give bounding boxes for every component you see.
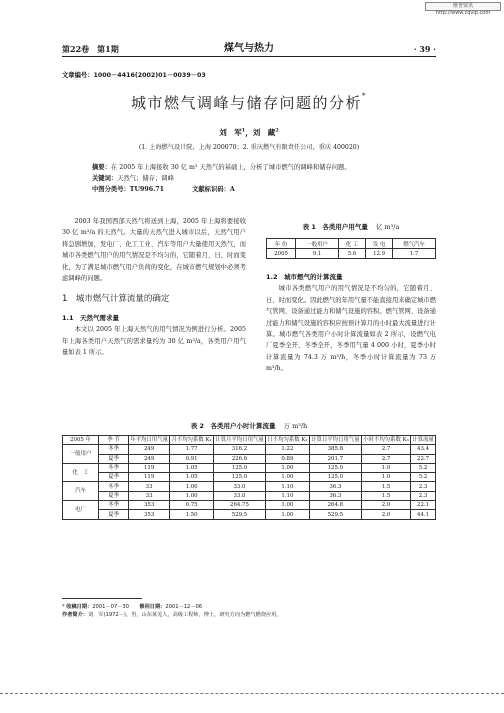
- table-cell: 529.5: [309, 510, 361, 519]
- author-1-affil: 1: [241, 127, 246, 134]
- author-separator: ，: [245, 128, 253, 137]
- revised-label: 修回日期：: [139, 604, 166, 610]
- table-cell: 385.8: [309, 445, 361, 454]
- table-header-cell: 日不均匀系数 K₂: [266, 436, 310, 445]
- table-cell: 119: [129, 463, 170, 472]
- table-cell: 2.0: [361, 501, 410, 510]
- table-cell: 201.7: [309, 454, 361, 463]
- table-header-cell: 发 电: [366, 239, 393, 249]
- table-cell: 9.1: [296, 249, 339, 259]
- table-cell: 529.5: [213, 510, 265, 519]
- table-cell: 125.0: [213, 463, 265, 472]
- running-head: [62, 43, 436, 55]
- volume-issue: 第22卷 第1期: [62, 44, 119, 54]
- author-2: 刘 藏: [252, 128, 276, 137]
- table-cell: 33: [129, 482, 170, 491]
- table-2-grid: [62, 435, 436, 520]
- table-cell: 33: [129, 491, 170, 500]
- table-row: [63, 473, 436, 482]
- table-row: [267, 249, 436, 259]
- left-column: [62, 216, 246, 358]
- table-row: [63, 510, 436, 519]
- title-footnote-mark: *: [362, 92, 367, 100]
- table-2-unit: 万 m³/h: [283, 422, 308, 430]
- table-header-cell: 年平均日用气量: [129, 436, 170, 445]
- table-cell: 0.75: [170, 501, 214, 510]
- table-header-cell: 月不均匀系数 K₁: [170, 436, 214, 445]
- table-cell: 冬季: [99, 482, 129, 491]
- table-header-cell: 小时不均匀系数 K₃: [361, 436, 410, 445]
- table-cell: 353: [129, 501, 170, 510]
- table-header-cell: 计算月平均日用气量: [213, 436, 265, 445]
- title-text: 城市燃气调峰与储存问题的分析: [130, 94, 362, 112]
- table-header-cell: 年 份: [267, 239, 296, 249]
- table-row: [63, 445, 436, 454]
- abstract: [92, 162, 422, 173]
- footnote-dates: * 收稿日期：2001－07－30 修回日期：2001－12－06: [62, 604, 203, 610]
- table-cell: 249: [129, 454, 170, 463]
- section-1-1-heading: 1.1 天然气需求量: [62, 313, 120, 322]
- table-2-title: 表 2 各类用户小时计算流量: [190, 422, 276, 430]
- journal-name: 煤气与热力: [224, 43, 274, 54]
- table-cell: 冬季: [99, 501, 129, 510]
- table-group-label: 电厂: [63, 501, 99, 520]
- bio-text: 刘 军(1972－)，男，山东莱芜人，高级工程师，博士，研究方向为燃气燃烧应用。: [87, 612, 282, 618]
- footnote-rule: [62, 598, 142, 599]
- table-cell: 5.6: [339, 249, 366, 259]
- table-cell: 22.7: [411, 454, 436, 463]
- table-cell: 1.77: [170, 445, 214, 454]
- authors: [62, 127, 436, 138]
- table-cell: 125.0: [309, 473, 361, 482]
- table-cell: 1.5: [361, 482, 410, 491]
- table-cell: 2005: [267, 249, 296, 259]
- table-group-label: 汽车: [63, 482, 99, 501]
- table-cell: 125.0: [309, 463, 361, 472]
- section-1-2-heading: 1.2 城市燃气的计算流量: [266, 273, 343, 281]
- intro-paragraph: 2003 年我国西部天然气将送到上海，2005 年上海将要接收 30 亿 m³/a 的天然气。大量的天然气进入城市以后，天然气用户将急剧增加，发电厂、化工工业、汽车等用户大量使用天然气，而城市各类燃气用户的用气情况是不均匀的，它随着月、日、时而变化，为了满足城市燃气用户负荷的变化，在城市燃气规划中必须考虑调峰的问题。: [62, 218, 246, 283]
- paper-title: [62, 92, 436, 113]
- table-row: [63, 463, 436, 472]
- cls-code: TU996.71: [129, 186, 165, 193]
- table-cell: 1.10: [266, 482, 310, 491]
- table-row: [63, 501, 436, 510]
- page-number: · 39 ·: [413, 44, 436, 54]
- table-cell: 1.00: [170, 491, 214, 500]
- table-cell: 1.10: [266, 491, 310, 500]
- table-cell: 1.50: [170, 510, 214, 519]
- table-cell: 125.0: [213, 473, 265, 482]
- table-1-unit: 亿 m³/a: [375, 223, 400, 231]
- table-cell: 1.0: [361, 473, 410, 482]
- table-cell: 316.2: [213, 445, 265, 454]
- table-2: [62, 421, 436, 520]
- table-cell: 36.3: [309, 482, 361, 491]
- keywords-label: 关键词：: [92, 175, 118, 182]
- article-number: 文章编号：1000－4416(2002)01－0039－03: [62, 72, 206, 79]
- right-column: [266, 268, 436, 375]
- table-cell: 1.0: [361, 463, 410, 472]
- keywords-text: 天然气；储存；调峰: [117, 175, 174, 182]
- received-date: 2001－07－30: [92, 604, 129, 610]
- footnote: [62, 603, 436, 619]
- table-cell: 2.7: [361, 445, 410, 454]
- abstract-text: 在 2005 年上海接收 30 亿 m³ 天然气的基础上，分析了城市燃气的调峰和储存问题。: [110, 164, 351, 171]
- table-cell: 249: [129, 445, 170, 454]
- table-cell: 2.7: [361, 454, 410, 463]
- table-group-label: 一般用户: [63, 445, 99, 464]
- table-1: [266, 222, 436, 259]
- table-header-cell: 2005 年: [63, 436, 99, 445]
- table-cell: 0.89: [266, 454, 310, 463]
- table-row: [63, 454, 436, 463]
- table-cell: 264.75: [213, 501, 265, 510]
- table-cell: 1.00: [170, 482, 214, 491]
- abstract-block: [92, 162, 422, 195]
- table-cell: 1.00: [266, 463, 310, 472]
- table-header-cell: 燃气汽车: [393, 239, 436, 249]
- page-bottom-rule: [0, 693, 504, 694]
- received-label: 收稿日期：: [66, 604, 93, 610]
- table-1-title: 表 1 各类用户用气量: [302, 223, 368, 231]
- table-cell: 1.00: [266, 501, 310, 510]
- table-cell: 2.0: [361, 510, 410, 519]
- table-row: [63, 436, 436, 445]
- table-row: [63, 482, 436, 491]
- table-cell: 353: [129, 510, 170, 519]
- table-cell: 1.7: [393, 249, 436, 259]
- table-header-cell: 化 工: [339, 239, 366, 249]
- table-cell: 5.2: [411, 463, 436, 472]
- table-cell: 夏季: [99, 454, 129, 463]
- abstract-label: 摘要：: [92, 164, 111, 171]
- table-cell: 0.91: [170, 454, 214, 463]
- table-cell: 夏季: [99, 510, 129, 519]
- author-1: 刘 军: [219, 128, 242, 137]
- table-cell: 1.5: [361, 491, 410, 500]
- table-cell: 43.4: [411, 445, 436, 454]
- table-cell: 冬季: [99, 445, 129, 454]
- table-cell: 冬季: [99, 463, 129, 472]
- table-cell: 22.1: [411, 501, 436, 510]
- table-header-cell: 季 节: [99, 436, 129, 445]
- table-cell: 226.6: [213, 454, 265, 463]
- table-cell: 33.0: [213, 491, 265, 500]
- table-2-body: [63, 445, 436, 519]
- table-cell: 1.00: [266, 473, 310, 482]
- table-cell: 夏季: [99, 473, 129, 482]
- cls-label: 中图分类号：: [92, 186, 130, 193]
- table-cell: 2.3: [411, 482, 436, 491]
- table-1-grid: [266, 238, 436, 259]
- footnote-bio: [62, 611, 436, 619]
- doc-code: A: [229, 186, 235, 193]
- table-2-caption: [62, 421, 436, 430]
- table-cell: 5.2: [411, 473, 436, 482]
- table-cell: 119: [129, 473, 170, 482]
- bio-label: 作者简介：: [62, 612, 88, 618]
- section-1-2-paragraph: 城市各类燃气用户的用气情况是不均匀的，它随着月、日、时而变化。因此燃气的年用气量不能直接用来确定城市燃气管网、设备通过能力和储气设施的容积。燃气管网、设备通过能力和储气设施的容积应按预计算月的小时最大流量进行计算。城市燃气各类用户小时计算流量如表 2 所示，设燃气电厂夏季全开、冬季全开，冬季用气量 4 000 小时，夏季小时计算流量为 74.3 万 m³/h，冬季小时计算流量为 73 万 m³/h。: [266, 285, 437, 373]
- table-cell: 36.3: [309, 491, 361, 500]
- table-cell: 264.8: [309, 501, 361, 510]
- revised-date: 2001－12－06: [165, 604, 203, 610]
- table-row: [267, 239, 436, 249]
- header-rule: [62, 56, 436, 57]
- table-row: [63, 491, 436, 500]
- table-cell: 12.9: [366, 249, 393, 259]
- table-cell: 夏季: [99, 491, 129, 500]
- classification: [92, 184, 422, 195]
- table-cell: 1.05: [170, 473, 214, 482]
- affiliation: (1. 上海燃气设计院，上海 200070；2. 重庆燃气有限责任公司，重庆 400020): [138, 144, 360, 151]
- table-cell: 1.22: [266, 445, 310, 454]
- table-1-caption: [266, 222, 436, 231]
- table-header-cell: 一般用户: [296, 239, 339, 249]
- section-1-heading: 1 城市燃气计算流量的确定: [62, 294, 170, 305]
- watermark: 维普资讯 http://www.cqvip.com: [425, 2, 501, 11]
- table-header-cell: 计算日平均日用气量: [309, 436, 361, 445]
- section-1-1-paragraph: 本文以 2005 年上海天然气的用气情况为例进行分析。2005 年上海各类用户天然气的需求量约为 30 亿 m³/a，各类用户用气量如表 1 所示。: [62, 326, 246, 357]
- table-cell: 2.3: [411, 491, 436, 500]
- table-cell: 1.05: [170, 463, 214, 472]
- table-cell: 1.00: [266, 510, 310, 519]
- table-group-label: 化 工: [63, 463, 99, 482]
- doc-label: 文献标识码：: [192, 186, 230, 193]
- table-cell: 33.0: [213, 482, 265, 491]
- keywords: [92, 173, 422, 184]
- table-cell: 44.1: [411, 510, 436, 519]
- author-2-affil: 2: [275, 127, 279, 134]
- table-header-cell: 计算流量: [411, 436, 436, 445]
